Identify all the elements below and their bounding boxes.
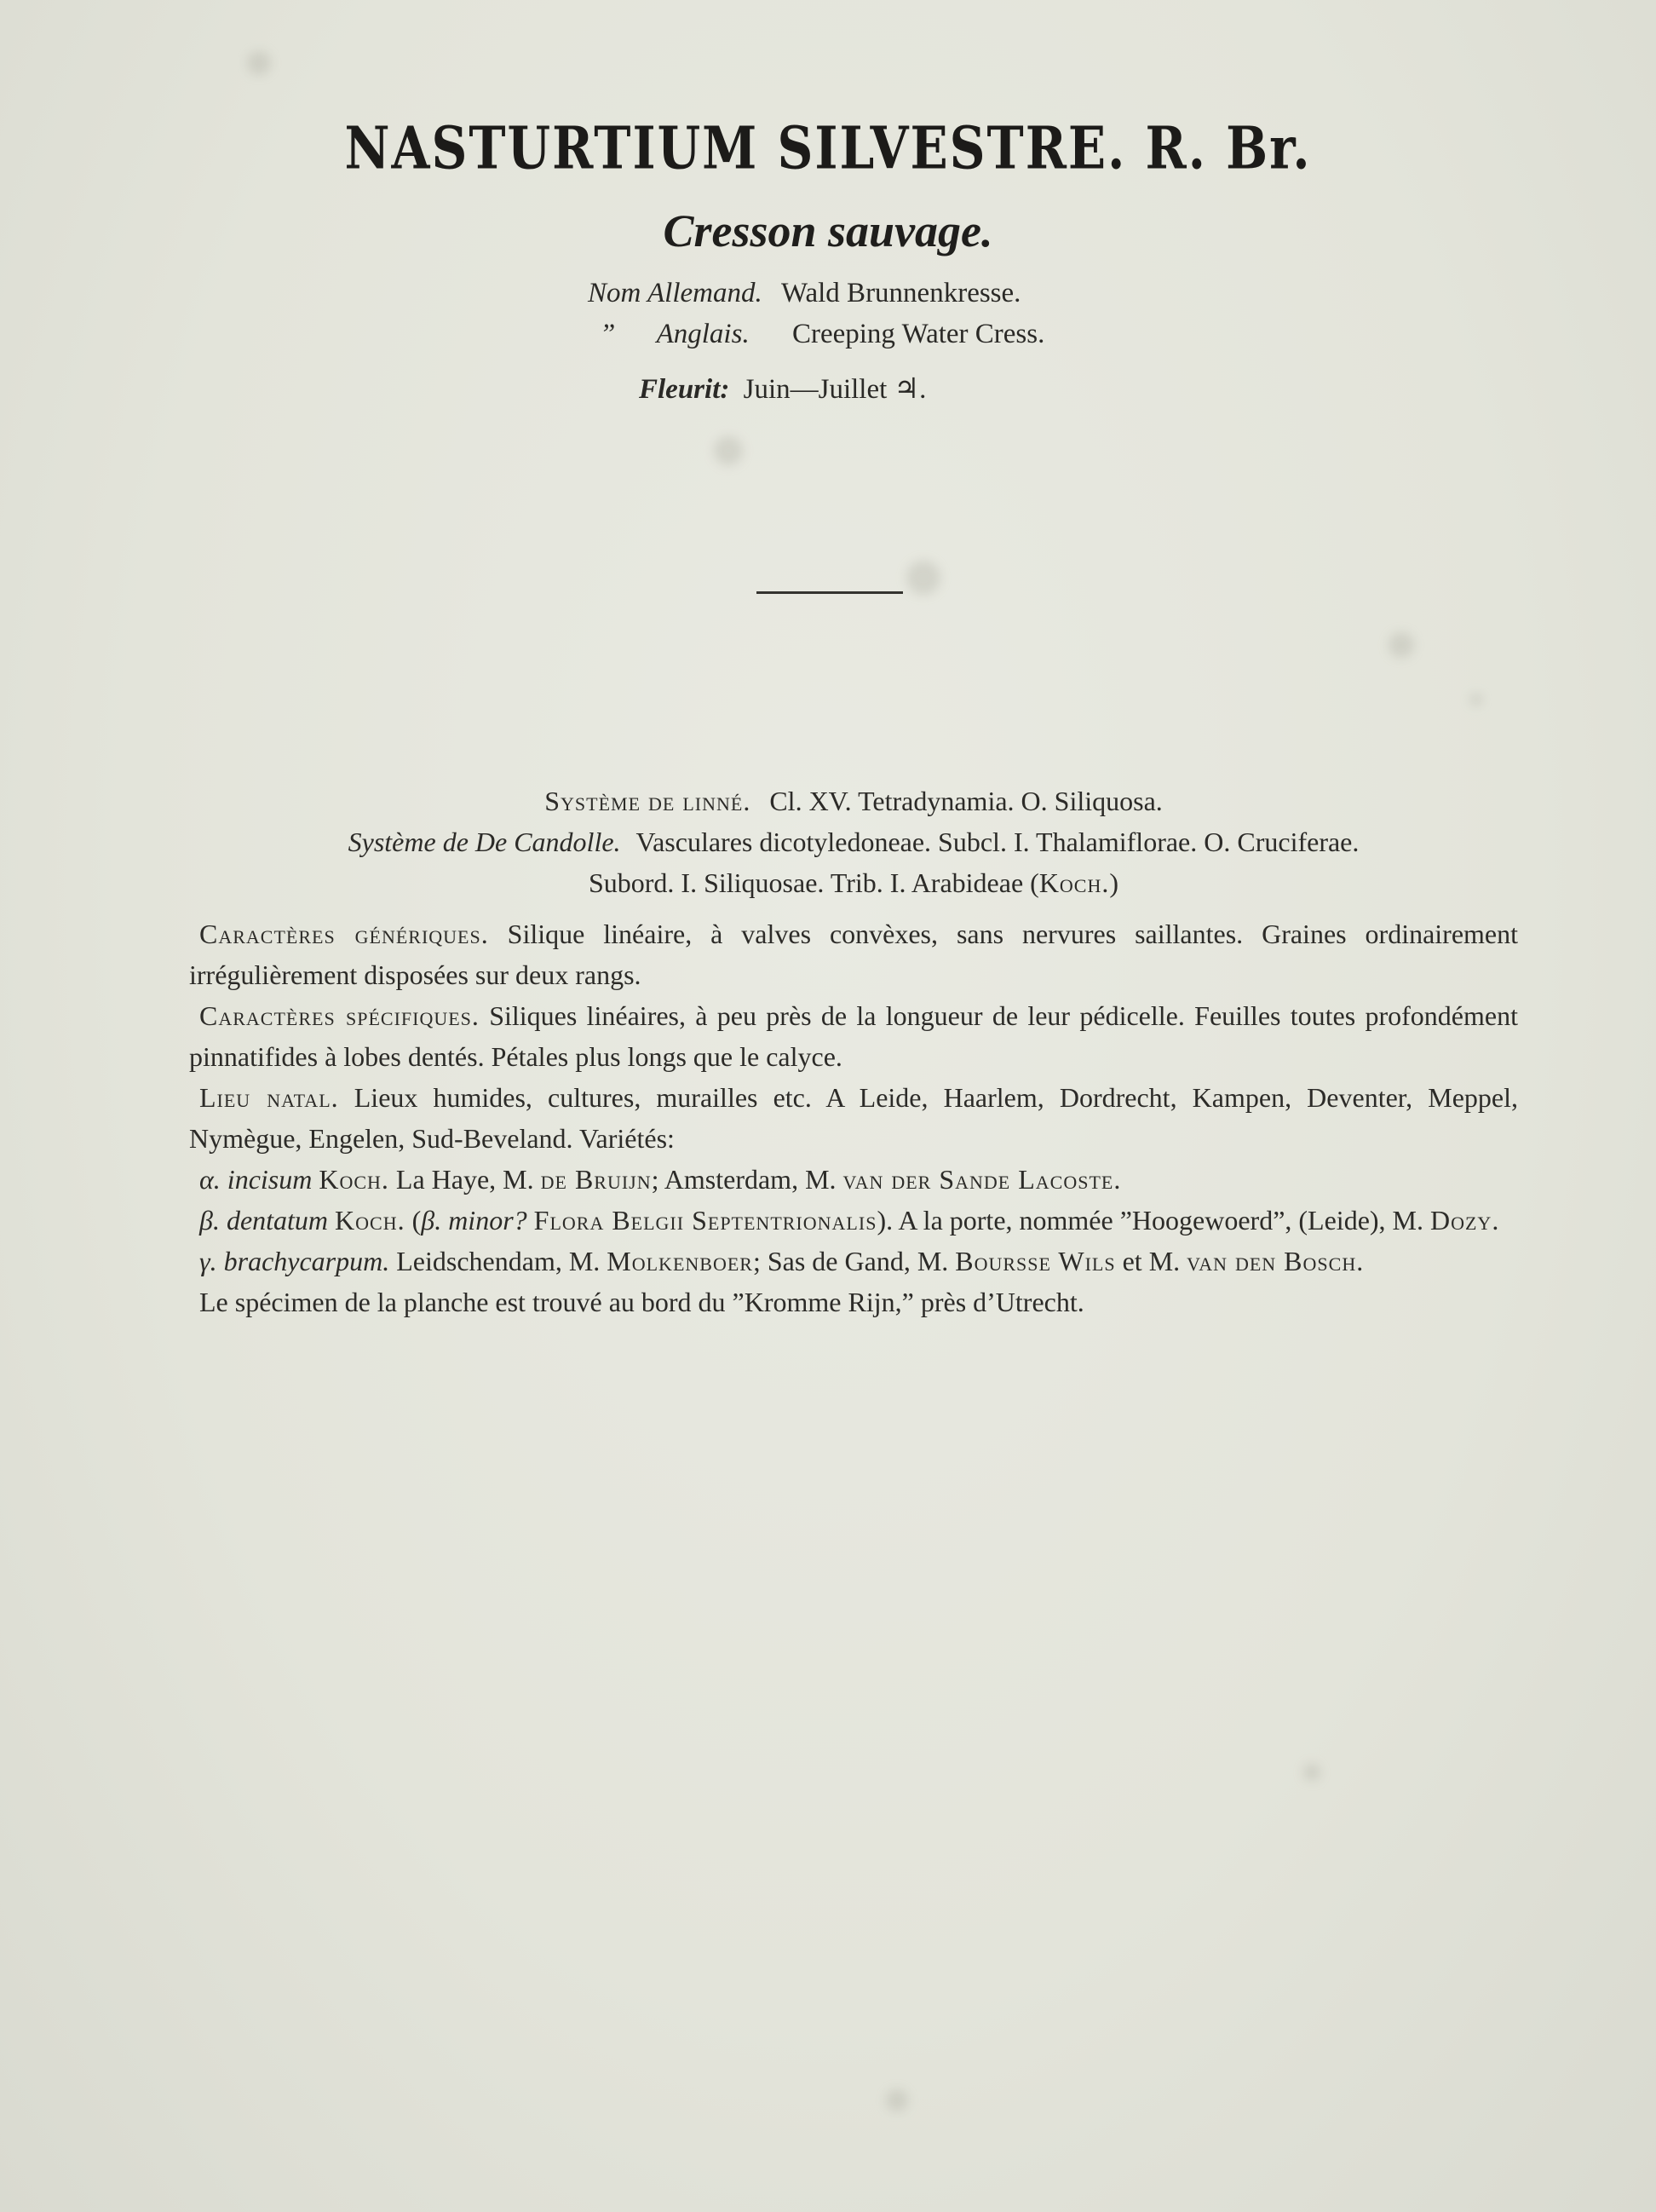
flowering-value: Juin—Juillet ♃. xyxy=(743,374,927,405)
alpha-person-2: van der Sande Lacoste. xyxy=(842,1164,1122,1195)
specimen-note-text: Le spécimen de la planche est trouvé au bord du ”Kromme Rijn,” près d’Utrecht. xyxy=(199,1287,1084,1317)
paper-spot xyxy=(1470,694,1482,706)
beta-flora: Flora Belgii Septentrionalis xyxy=(533,1205,877,1236)
beta-paren: ( xyxy=(411,1205,422,1236)
paper-spot xyxy=(247,51,271,75)
english-name-value: Creeping Water Cress. xyxy=(791,319,1045,349)
paper-spot xyxy=(714,436,743,465)
candolle-system xyxy=(189,821,1518,862)
specific-characters xyxy=(189,995,1518,1077)
variety-alpha xyxy=(189,1159,1518,1200)
paper-spot xyxy=(886,2089,908,2111)
alpha-person-1: de Bruijn xyxy=(540,1164,652,1195)
gamma-person-3: van den Bosch. xyxy=(1187,1246,1365,1276)
alpha-name: incisum xyxy=(227,1164,313,1195)
candolle-koch: Koch. xyxy=(1038,867,1110,898)
gamma-text-1: Leidschendam, M. xyxy=(396,1246,601,1276)
candolle-close: ) xyxy=(1109,867,1119,898)
paper-spot xyxy=(1389,632,1414,658)
variety-gamma xyxy=(189,1241,1518,1282)
english-name-row xyxy=(600,319,1044,350)
beta-minor: β. minor? xyxy=(421,1205,527,1236)
linne-system xyxy=(189,781,1518,821)
page-title: NASTURTIUM SILVESTRE. R. Br. xyxy=(344,113,1312,183)
alpha-author: Koch. xyxy=(319,1164,389,1195)
specific-label: Caractères spécifiques. xyxy=(199,1000,480,1031)
gamma-person-1: Molkenboer xyxy=(607,1246,753,1276)
gamma-mark: γ. xyxy=(199,1246,217,1276)
variety-beta xyxy=(189,1200,1518,1241)
beta-person: Dozy. xyxy=(1430,1205,1500,1236)
habitat-text: Lieux humides, cultures, murailles etc. A Leide, Haarlem, Dordrecht, Kampen, Deventer, Meppel, Nymègue, Engelen, Sud-Beveland. Variétés: xyxy=(189,1082,1519,1154)
alpha-text-1: La Haye, M. xyxy=(395,1164,534,1195)
alpha-text-2: ; Amsterdam, M. xyxy=(651,1164,837,1195)
candolle-text: Vasculares dicotyledoneae. Subcl. I. Thalamiflorae. O. Cruciferae. xyxy=(635,827,1360,857)
beta-text: ). A la porte, nommée ”Hoogewoerd”, (Leide), M. xyxy=(877,1205,1423,1236)
habitat xyxy=(189,1077,1518,1159)
paper-spot xyxy=(906,561,940,595)
gamma-person-2: Boursse Wils xyxy=(955,1246,1116,1276)
gamma-text-2: ; Sas de Gand, M. xyxy=(752,1246,949,1276)
german-name-value: Wald Brunnenkresse. xyxy=(780,278,1021,308)
generic-characters xyxy=(189,913,1518,995)
specific-text: Siliques linéaires, à peu près de la longueur de leur pédicelle. Feuilles toutes profondément pinnatifides à lobes dentés. Pétales plus longs que le calyce. xyxy=(189,1000,1518,1072)
paper-spot xyxy=(1303,1764,1320,1781)
german-name-label: Nom Allemand. xyxy=(588,278,762,308)
beta-name: dentatum xyxy=(226,1205,329,1236)
german-name-row xyxy=(588,278,1021,309)
page-subtitle: Cresson sauvage. xyxy=(663,205,993,256)
flowering-label: Fleurit: xyxy=(639,374,730,405)
candolle-text-2: Subord. I. Siliquosae. Trib. I. Arabideae ( xyxy=(588,867,1039,898)
generic-text: Silique linéaire, à valves convèxes, sans nervures saillantes. Graines ordinairement irrégulièrement disposées sur deux rangs. xyxy=(189,919,1519,990)
english-name-label: Anglais. xyxy=(656,319,750,349)
gamma-text-3: et M. xyxy=(1122,1246,1181,1276)
beta-author: Koch. xyxy=(335,1205,405,1236)
linne-label: Système de linné. xyxy=(544,786,751,816)
section-divider xyxy=(756,591,903,594)
candolle-label: Système de De Candolle. xyxy=(348,827,621,857)
flowering-row xyxy=(639,372,926,406)
habitat-label: Lieu natal. xyxy=(199,1082,339,1113)
alpha-mark: α. xyxy=(199,1164,221,1195)
specimen-note xyxy=(189,1282,1518,1322)
ditto-mark: ” xyxy=(600,319,616,349)
linne-text: Cl. XV. Tetradynamia. O. Siliquosa. xyxy=(769,786,1163,816)
generic-label: Caractères génériques. xyxy=(199,919,489,949)
description-body xyxy=(189,781,1518,1322)
candolle-system-cont xyxy=(189,862,1518,903)
beta-mark: β. xyxy=(199,1205,220,1236)
gamma-name: brachycarpum. xyxy=(223,1246,390,1276)
